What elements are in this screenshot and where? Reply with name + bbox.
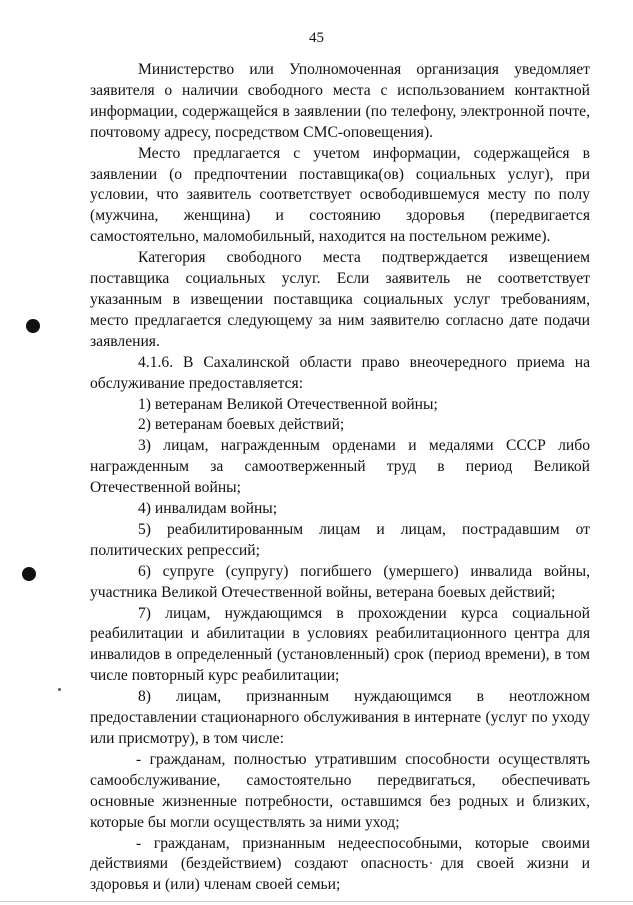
list-item-5: 5) реабилитированным лицам и лицам, пострадавшим от политических репрессий;	[90, 520, 590, 559]
list-item-3: 3) лицам, награжденным орденами и медалями СССР либо награжденным за самоотверженный труд в период Великой Отечественной войны;	[90, 437, 590, 497]
page-number: 45	[309, 30, 324, 46]
paragraph-place-offer: Место предлагается с учетом информации, содержащейся в заявлении (о предпочтении поставщика(ов) социальных услуг), при условии, что заявитель соответствует освободившемуся месту по полу (мужчина, женщина) и состоянию здоровья (передвигается самостоятельно, маломобильный, находится на постельном режиме).	[90, 144, 590, 246]
punch-hole-mark	[22, 567, 36, 581]
list-item-6: 6) супруге (супругу) погибшего (умершего) инвалида войны, участника Великой Отечественной войны, ветерана боевых действий;	[90, 562, 590, 601]
scan-speck	[58, 688, 61, 691]
list-item-4: 4) инвалидам войны;	[138, 500, 278, 518]
list-item-1: 1) ветеранам Великой Отечественной войны;	[138, 395, 438, 413]
document-body	[90, 60, 590, 896]
list-item-8: 8) лицам, признанным нуждающимся в неотложном предоставлении стационарного обслуживания в интернате (услуг по уходу или присмотру), в том числе:	[90, 688, 590, 747]
list-item-2: 2) ветеранам боевых действий;	[138, 416, 345, 434]
paragraph-notification: Министерство или Уполномоченная организация уведомляет заявителя о наличии свободного места с использованием контактной информации, содержащейся в заявлении (по телефону, электронной почте, почтовому адресу, посредством СМС-оповещения).	[90, 61, 590, 141]
sub-item-dash-2: - гражданам, признанным недееспособными, которые своими действиями (бездействием) создают опасность для своей жизни и здоровья и (или) членам своей семьи;	[90, 834, 590, 894]
paragraph-section-4-1-6: 4.1.6. В Сахалинской области право внеочередного приема на обслуживание предоставляется:	[90, 353, 590, 392]
scan-bottom-edge	[0, 901, 633, 902]
list-item-7: 7) лицам, нуждающимся в прохождении курса социальной реабилитации и абилитации в условиях реабилитационного центра для инвалидов в определенный (установленный) срок (период времени), в том числе повторный курс реабилитации;	[90, 604, 590, 685]
sub-item-dash-1: - гражданам, полностью утратившим способности осуществлять самообслуживание, самостоятельно передвигаться, обеспечивать основные жизненные потребности, оставшимся без родных и близких, которые бы могли осуществлять за ними уход;	[90, 750, 590, 831]
paragraph-category: Категория свободного места подтверждается извещением поставщика социальных услуг. Если заявитель не соответствует указанным в извещении поставщика социальных услуг требованиям, место предлагается следующему за ним заявителю согласно дате подачи заявления.	[90, 249, 590, 350]
punch-hole-mark	[26, 319, 40, 333]
